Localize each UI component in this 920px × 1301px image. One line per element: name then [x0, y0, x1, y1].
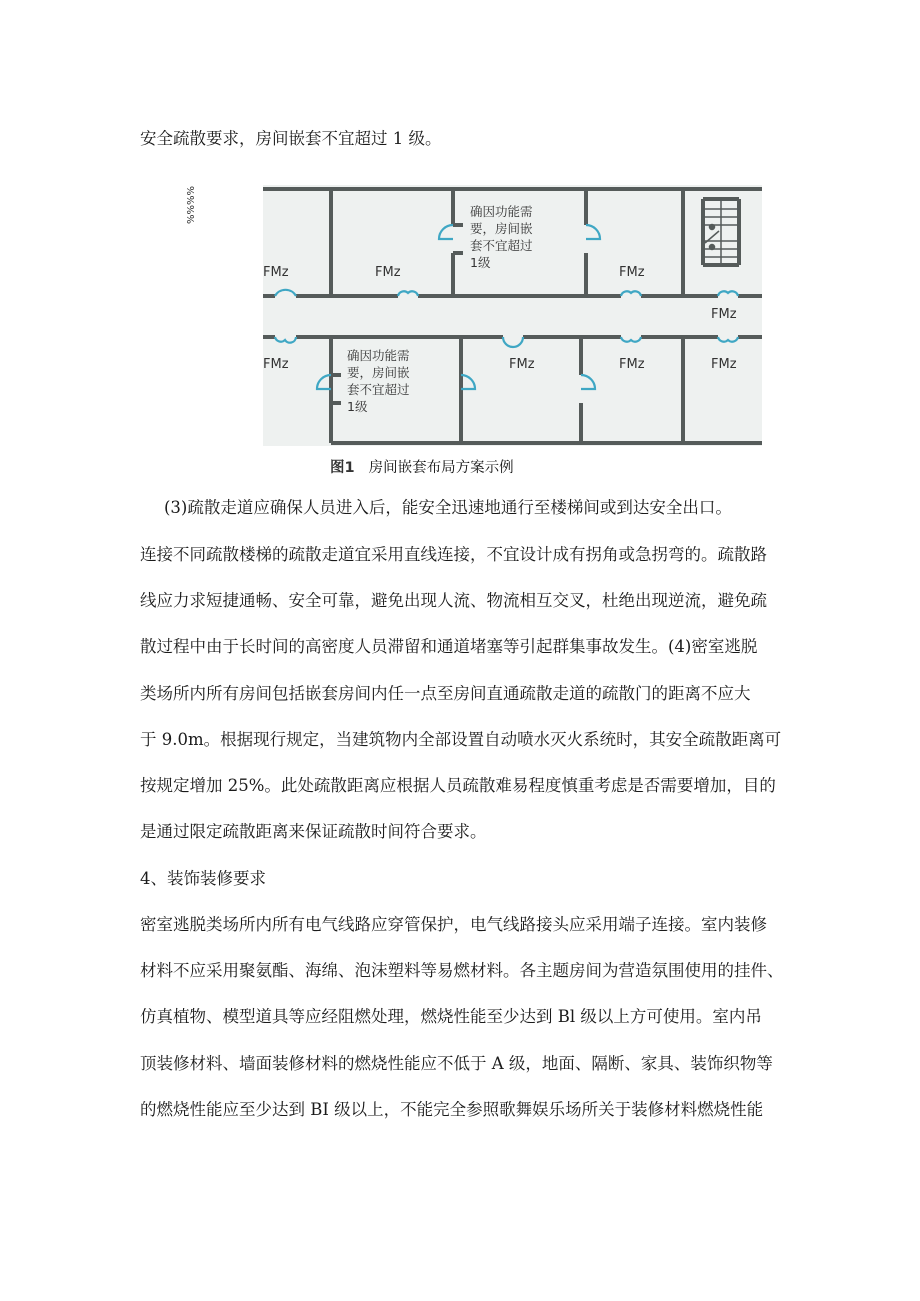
text-line-14: 的燃烧性能应至少达到 BI 级以上，不能完全参照歌舞娱乐场所关于装修材料燃烧性能: [140, 1100, 764, 1119]
figure-number: 图1: [330, 460, 355, 476]
text-line-4: 散过程中由于长时间的高密度人员滞留和通道堵塞等引起群集事故发生。(4)密室逃脱: [140, 637, 758, 656]
svg-text:1级: 1级: [347, 399, 368, 414]
text-line-11: 材料不应采用聚氨酯、海绵、泡沫塑料等易燃材料。各主题房间为营造氛围使用的挂件、: [140, 961, 784, 980]
fmz-label: FMz: [263, 357, 289, 372]
svg-text:确因功能需: 确因功能需: [470, 204, 533, 219]
svg-text:要，房间嵌: 要，房间嵌: [347, 365, 410, 380]
svg-text:确因功能需: 确因功能需: [347, 348, 410, 363]
text-line-0: 安全疏散要求，房间嵌套不宜超过 1 级。: [140, 129, 442, 148]
text-line-6: 于 9.0m。根据现行规定，当建筑物内全部设置自动喷水灭火系统时，其安全疏散距离可: [140, 730, 782, 749]
text-line-3: 线应力求短捷通畅、安全可靠，避免出现人流、物流相互交叉，杜绝出现逆流，避免疏: [140, 591, 767, 610]
text-line-10: 密室逃脱类场所内所有电气线路应穿管保护，电气线路接头应采用端子连接。室内装修: [140, 915, 767, 934]
text-line-1: (3)疏散走道应确保人员进入后，能安全迅速地通行至楼梯间或到达安全出口。: [164, 498, 732, 517]
text-line-12: 仿真植物、模型道具等应经阻燃处理，燃烧性能至少达到 Bl 级以上方可使用。室内吊: [140, 1007, 762, 1026]
fmz-label: FMz: [619, 265, 645, 280]
text-line-5: 类场所内所有房间包括嵌套房间内任一点至房间直通疏散走道的疏散门的距离不应大: [140, 684, 751, 703]
section-heading: 4、装饰装修要求: [140, 869, 266, 888]
figure-title: 房间嵌套布局方案示例: [368, 460, 514, 476]
text-line-13: 顶装修材料、墙面装修材料的燃烧性能应不低于 A 级，地面、隔断、家具、装饰织物等: [140, 1054, 773, 1073]
text-line-8: 是通过限定疏散距离来保证疏散时间符合要求。: [140, 822, 487, 841]
svg-text:要，房间嵌: 要，房间嵌: [470, 221, 533, 236]
svg-text:套不宜超过: 套不宜超过: [347, 382, 410, 397]
fmz-label: FMz: [375, 265, 401, 280]
fmz-label: FMz: [263, 265, 289, 280]
figure-caption: [330, 458, 514, 478]
margin-note: %%%%: [186, 186, 197, 225]
svg-text:1级: 1级: [470, 255, 491, 270]
text-line-2: 连接不同疏散楼梯的疏散走道宜采用直线连接，不宜设计成有拐角或急拐弯的。疏散路: [140, 545, 767, 564]
fmz-label: FMz: [711, 357, 737, 372]
floor-plan-figure: [263, 185, 762, 446]
fmz-label: FMz: [509, 357, 535, 372]
fmz-label: FMz: [711, 307, 737, 322]
fmz-label: FMz: [619, 357, 645, 372]
svg-text:套不宜超过: 套不宜超过: [470, 238, 533, 253]
text-line-7: 按规定增加 25%。此处疏散距离应根据人员疏散难易程度慎重考虑是否需要增加，目的: [140, 776, 776, 795]
